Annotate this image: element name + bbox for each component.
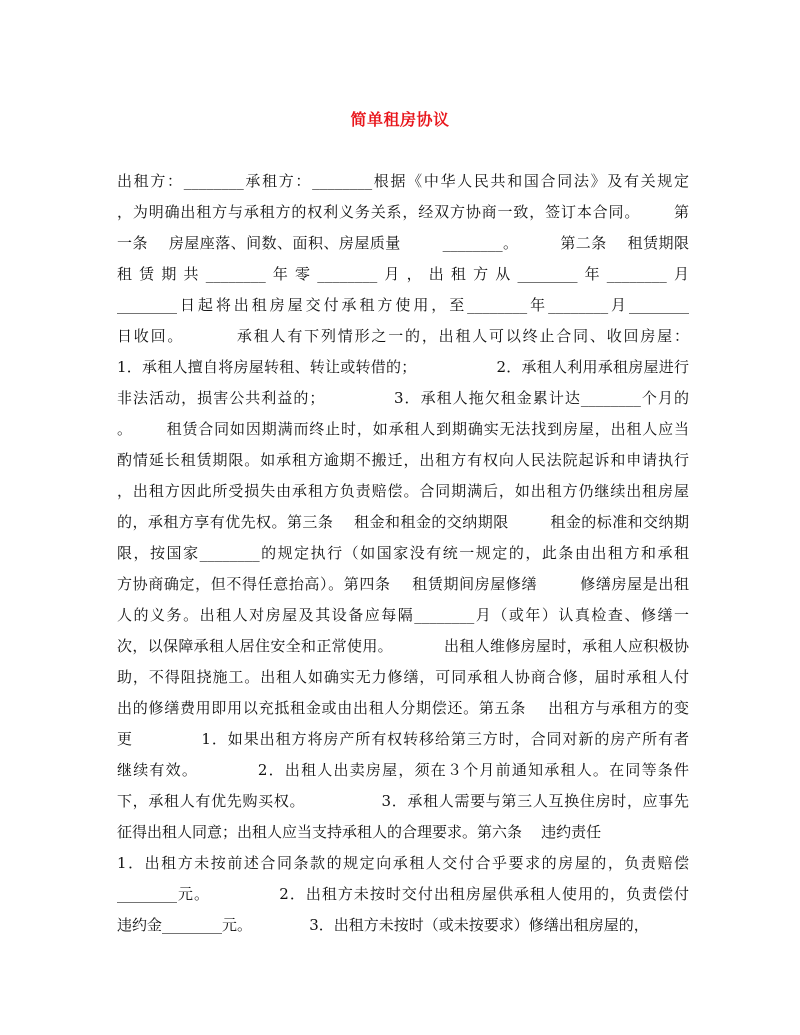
- body-line: 出租方：________承租方：________根据《中华人民共和国合同法》及有关规定: [117, 172, 689, 190]
- body-line: 非法活动，损害公共利益的； 3．承租人拖欠租金累计达________个月的: [117, 389, 689, 407]
- body-line: 1．出租方未按前述合同条款的规定向承租人交付合乎要求的房屋的，负责赔偿: [117, 854, 689, 872]
- body-line: 出的修缮费用即用以充抵租金或由出租人分期偿还。第五条 出租方与承租方的变: [117, 699, 689, 717]
- body-line: 日收回。 承租人有下列情形之一的，出租人可以终止合同、收回房屋：: [117, 327, 689, 345]
- body-line: 更 1．如果出租方将房产所有权转移给第三方时，合同对新的房产所有者: [117, 730, 689, 748]
- body-line: 方协商确定，但不得任意抬高）。第四条 租赁期间房屋修缮 修缮房屋是出租: [117, 575, 689, 593]
- body-line: 下，承租人有优先购买权。 3．承租人需要与第三人互换住房时，应事先: [117, 792, 689, 810]
- body-line: 助，不得阻挠施工。出租人如确实无力修缮，可同承租人协商合修，届时承租人付: [117, 668, 689, 686]
- body-line: 。 租赁合同如因期满而终止时，如承租人到期确实无法找到房屋，出租人应当: [117, 420, 689, 438]
- body-line: ，为明确出租方与承租方的权利义务关系，经双方协商一致，签订本合同。 第: [117, 203, 689, 221]
- document-body: [117, 166, 689, 941]
- body-line: 违约金________元。 3．出租方未按时（或未按要求）修缮出租房屋的，: [117, 916, 649, 934]
- body-line: 1．承租人擅自将房屋转租、转让或转借的； 2．承租人利用承租房屋进行: [117, 358, 689, 376]
- body-line: 一条 房屋座落、间数、面积、房屋质量 ________。 第二条 租赁期限: [117, 234, 689, 252]
- body-line: 继续有效。 2．出租人出卖房屋，须在３个月前通知承租人。在同等条件: [117, 761, 689, 779]
- body-line: 酌情延长租赁期限。如承租方逾期不搬迁，出租方有权向人民法院起诉和申请执行: [117, 451, 689, 469]
- body-line: 限，按国家________的规定执行（如国家没有统一规定的，此条由出租方和承租: [117, 544, 689, 562]
- body-line: ________元。 2．出租方未按时交付出租房屋供承租人使用的，负责偿付: [117, 885, 689, 903]
- body-line: 次，以保障承租人居住安全和正常使用。 出租人维修房屋时，承租人应积极协: [117, 637, 689, 655]
- body-line: 征得出租人同意；出租人应当支持承租人的合理要求。第六条 违约责任: [117, 823, 602, 841]
- body-line: ，出租方因此所受损失由承租方负责赔偿。合同期满后，如出租方仍继续出租房屋: [117, 482, 689, 500]
- body-line: 租赁期共________年零________月，出租方从________年________月: [117, 265, 689, 283]
- document-title: 简单租房协议: [350, 110, 450, 129]
- body-line: ________日起将出租房屋交付承租方使用，至________年________月________: [117, 296, 689, 314]
- body-line: 人的义务。出租人对房屋及其设备应每隔________月（或年）认真检查、修缮一: [117, 606, 689, 624]
- body-line: 的，承租方享有优先权。第三条 租金和租金的交纳期限 租金的标准和交纳期: [117, 513, 689, 531]
